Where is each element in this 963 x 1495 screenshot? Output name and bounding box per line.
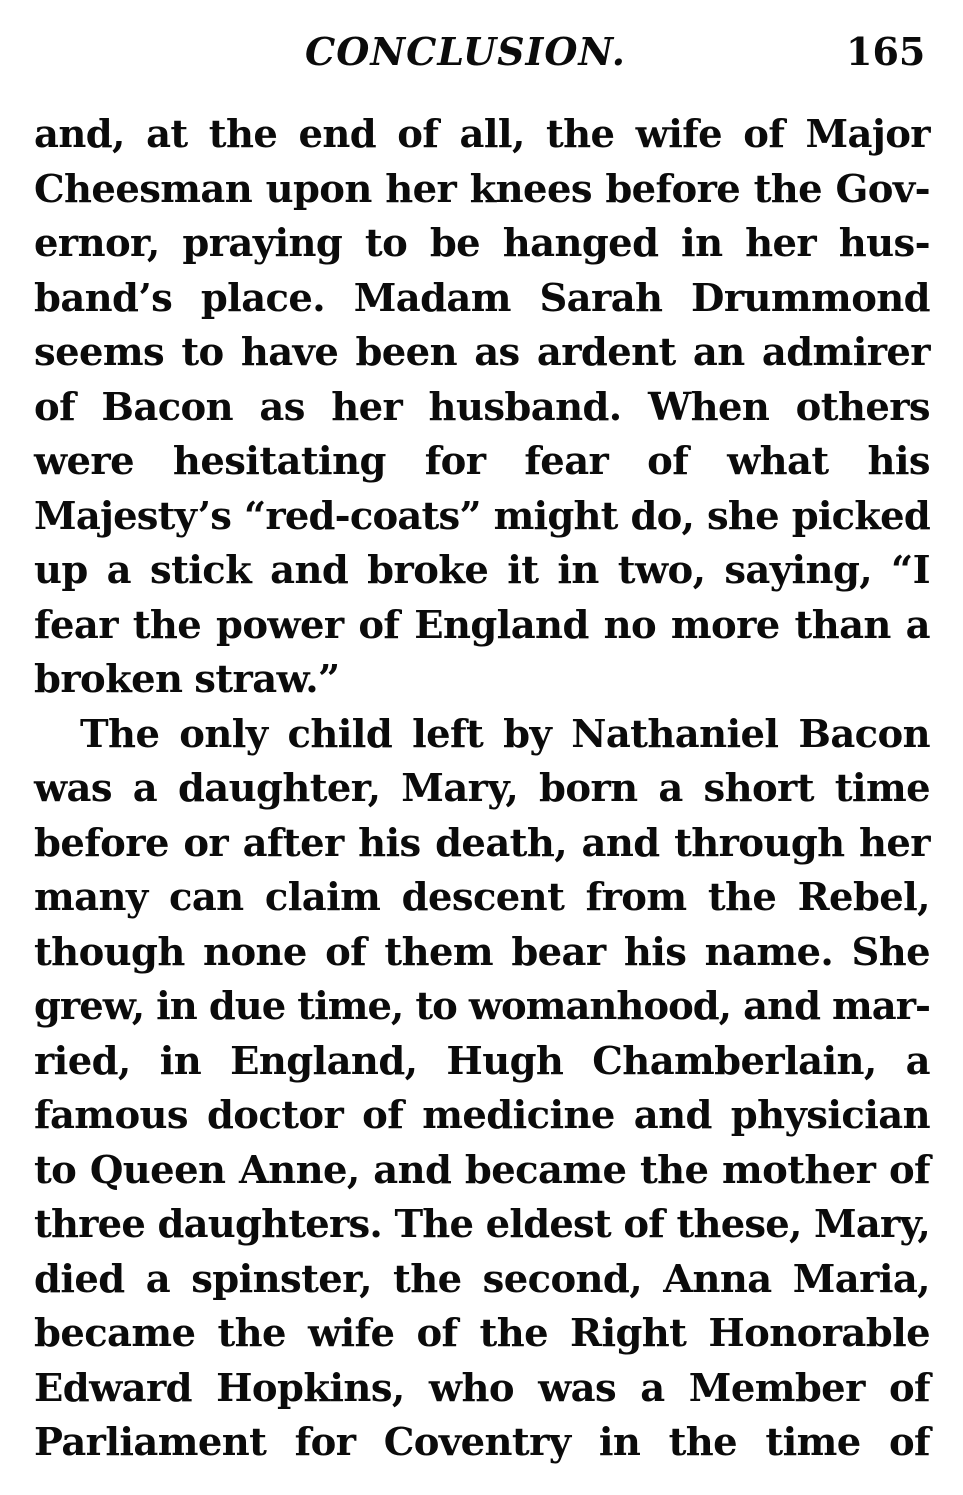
- paragraph-first-line: The only child left by Nathaniel Bacon: [80, 711, 930, 757]
- running-head: [0, 22, 963, 82]
- paragraph-end-line: broken straw.”: [34, 657, 340, 702]
- text-line: and, at the end of all, the wife of Major: [34, 112, 930, 157]
- text-line: Edward Hopkins, who was a Member of: [34, 1365, 930, 1411]
- text-line: three daughters. The eldest of these, Mary,: [34, 1202, 930, 1247]
- text-line: fear the power of England no more than a: [34, 602, 930, 648]
- text-line: of Bacon as her husband. When others: [34, 384, 930, 430]
- text-line: before or after his death, and through her: [34, 820, 930, 866]
- running-title: CONCLUSION.: [305, 29, 626, 74]
- text-line: was a daughter, Mary, born a short time: [34, 766, 930, 811]
- text-line: grew, in due time, to womanhood, and mar-: [34, 984, 930, 1029]
- text-line: ried, in England, Hugh Chamberlain, a: [34, 1038, 930, 1084]
- text-line: Majesty’s “red-coats” might do, she picked: [34, 493, 930, 539]
- text-line: though none of them bear his name. She: [34, 929, 930, 975]
- text-line: famous doctor of medicine and physician: [34, 1093, 930, 1138]
- text-line: became the wife of the Right Honorable: [34, 1311, 930, 1356]
- text-line: Cheesman upon her knees before the Gov-: [34, 166, 930, 212]
- text-line: seems to have been as ardent an admirer: [34, 330, 930, 375]
- text-line: band’s place. Madam Sarah Drummond: [34, 275, 930, 321]
- text-line: to Queen Anne, and became the mother of: [34, 1147, 930, 1193]
- text-line: Parliament for Coventry in the time of: [34, 1420, 930, 1465]
- text-line: died a spinster, the second, Anna Maria,: [34, 1256, 930, 1302]
- text-line: were hesitating for fear of what his: [34, 439, 930, 484]
- page-number: 165: [846, 29, 926, 74]
- text-line: many can claim descent from the Rebel,: [34, 875, 930, 920]
- text-line: up a stick and broke it in two, saying, “I: [34, 548, 930, 593]
- body-text: [34, 108, 930, 1471]
- text-line: ernor, praying to be hanged in her hus-: [34, 221, 930, 266]
